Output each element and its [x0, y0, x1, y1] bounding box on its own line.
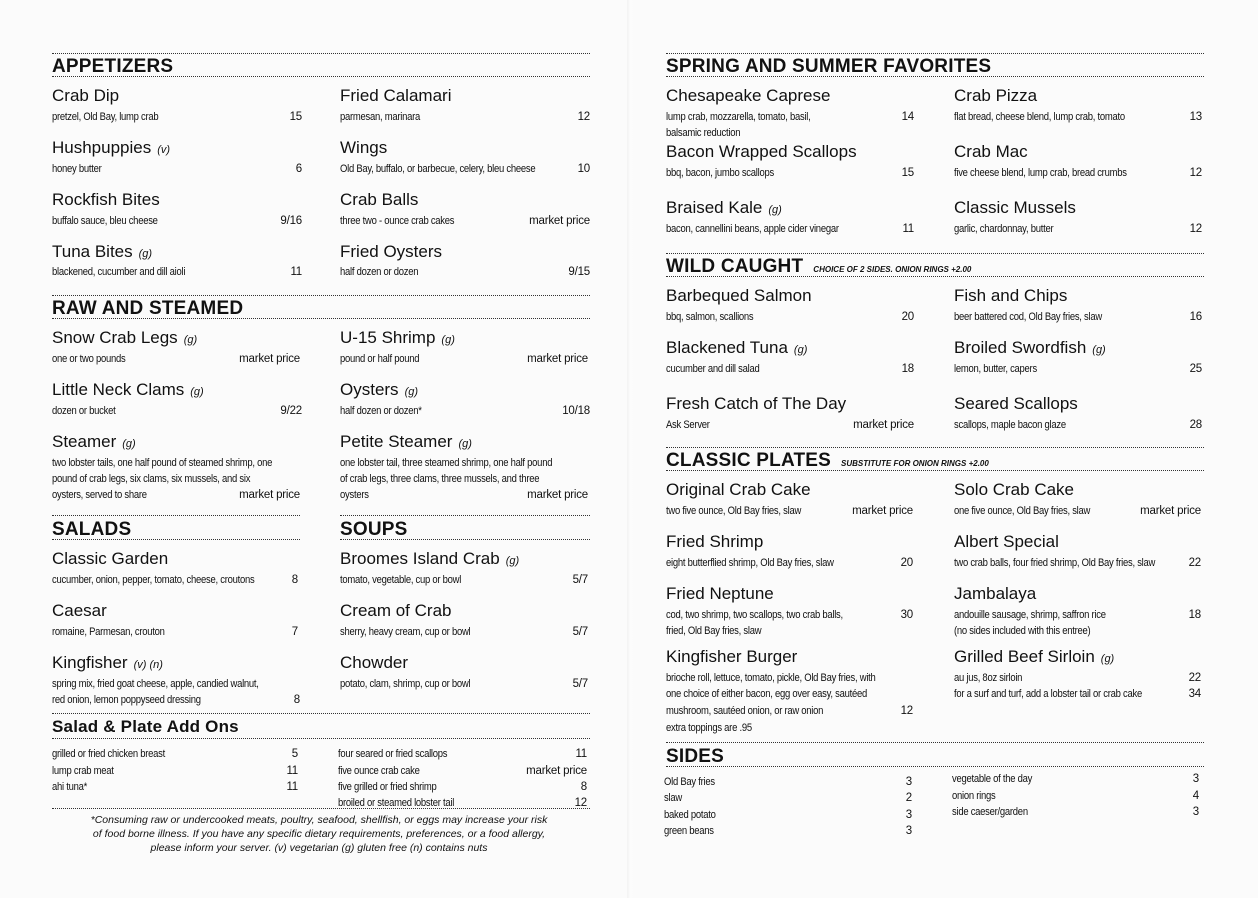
- item-desc-line: two lobster tails, one half pound of steamed shrimp, one: [52, 457, 273, 469]
- item-desc: half dozen or dozen*: [340, 405, 422, 417]
- item-price: 25: [1189, 363, 1202, 375]
- side-price: 3: [1192, 806, 1199, 818]
- item-desc-line: balsamic reduction: [666, 127, 741, 139]
- dietary-tag: (g): [122, 438, 136, 450]
- divider: [52, 295, 590, 296]
- item-desc-line: oysters: [340, 489, 369, 501]
- side-desc: side caeser/garden: [952, 806, 1028, 818]
- item-desc-line: one lobster tail, three steamed shrimp, one half pound: [340, 457, 553, 469]
- item-price: market price: [239, 489, 300, 501]
- item-price: 16: [1189, 311, 1202, 323]
- dietary-tag: (g): [441, 334, 455, 346]
- item-name-blackened-tuna: Blackened Tuna (g): [666, 338, 808, 357]
- divider: [666, 470, 1204, 471]
- item-desc-line: fried, Old Bay fries, slaw: [666, 625, 762, 637]
- item-desc: honey butter: [52, 163, 102, 175]
- section-heading-salads: SALADS: [52, 519, 132, 540]
- addon-desc: broiled or steamed lobster tail: [338, 797, 455, 809]
- item-desc: parmesan, marinara: [340, 111, 421, 123]
- item-price: 10: [577, 163, 590, 175]
- item-name-kingfisher-burger: Kingfisher Burger: [666, 647, 798, 666]
- item-name-bacon-wrapped-scallops: Bacon Wrapped Scallops: [666, 142, 857, 161]
- section-heading-addons: Salad & Plate Add Ons: [52, 717, 239, 736]
- item-name-tuna-bites: Tuna Bites (g): [52, 242, 153, 261]
- item-price: 22: [1188, 557, 1201, 569]
- item-name-petite-steamer: Petite Steamer (g): [340, 432, 472, 451]
- item-price: 11: [902, 223, 914, 235]
- item-price: 18: [901, 363, 914, 375]
- item-desc: bbq, bacon, jumbo scallops: [666, 167, 774, 179]
- item-desc-line: red onion, lemon poppyseed dressing: [52, 694, 201, 706]
- item-desc-line: pound of crab legs, six clams, six mussels, and six: [52, 473, 251, 485]
- item-name-grilled-beef-sirloin: Grilled Beef Sirloin (g): [954, 647, 1115, 666]
- item-price: 20: [900, 557, 913, 569]
- item-name-fried-oysters: Fried Oysters: [340, 242, 443, 261]
- divider: [52, 76, 590, 77]
- disclaimer-line: of food borne illness. If you have any specific dietary requirements, preferences, or a food allergy,: [92, 828, 546, 840]
- item-desc: flat bread, cheese blend, lump crab, tomato: [954, 111, 1125, 123]
- addon-price: 11: [575, 748, 587, 760]
- side-desc: vegetable of the day: [952, 773, 1033, 785]
- item-name-rockfish-bites: Rockfish Bites: [52, 190, 160, 209]
- item-price: 34: [1188, 688, 1201, 700]
- item-name-classic-garden: Classic Garden: [52, 549, 169, 568]
- item-desc-line: au jus, 8oz sirloin: [954, 672, 1023, 684]
- item-name-crab-balls: Crab Balls: [340, 190, 419, 209]
- section-heading-sides: SIDES: [666, 746, 725, 767]
- divider: [666, 276, 1204, 277]
- item-price: market price: [853, 419, 914, 431]
- addon-price: 5: [291, 748, 298, 760]
- addon-desc: grilled or fried chicken breast: [52, 748, 165, 760]
- item-desc-line: mushroom, sautéed onion, or raw onion: [666, 705, 824, 717]
- item-price: 9/15: [568, 266, 590, 278]
- addon-price: 11: [286, 765, 298, 777]
- item-name-barbequed-salmon: Barbequed Salmon: [666, 286, 812, 305]
- item-desc: one or two pounds: [52, 353, 126, 365]
- item-name-fresh-catch: Fresh Catch of The Day: [666, 394, 847, 413]
- item-name-original-crab-cake: Original Crab Cake: [666, 480, 811, 499]
- item-name-steamer: Steamer (g): [52, 432, 136, 451]
- divider: [340, 515, 590, 516]
- item-name-oysters: Oysters (g): [340, 380, 419, 399]
- section-note: CHOICE OF 2 SIDES. ONION RINGS +2.00: [813, 265, 972, 274]
- divider: [52, 808, 590, 809]
- item-name-caesar: Caesar: [52, 601, 107, 620]
- addon-desc: lump crab meat: [52, 765, 114, 777]
- addon-desc: four seared or fried scallops: [338, 748, 448, 760]
- item-name-cream-of-crab: Cream of Crab: [340, 601, 452, 620]
- item-price: 10/18: [562, 405, 590, 417]
- side-price: 3: [905, 809, 912, 821]
- dietary-tag: (g): [505, 555, 520, 567]
- divider: [666, 76, 1204, 77]
- divider: [52, 539, 300, 540]
- divider: [666, 766, 1204, 767]
- item-desc-line: cod, two shrimp, two scallops, two crab balls,: [666, 609, 843, 621]
- item-price: 28: [1189, 419, 1202, 431]
- item-desc-line: one choice of either bacon, egg over easy, sautéed: [666, 688, 867, 700]
- item-desc-line: extra toppings are .95: [666, 722, 752, 734]
- divider: [52, 53, 590, 54]
- item-name-kingfisher-salad: Kingfisher (v) (n): [52, 653, 163, 672]
- side-price: 3: [905, 776, 912, 788]
- section-heading-appetizers: APPETIZERS: [52, 56, 174, 77]
- side-price: 2: [905, 792, 912, 804]
- item-name-crab-pizza: Crab Pizza: [954, 86, 1038, 105]
- dietary-tag: (g): [183, 334, 198, 346]
- item-price: 11: [290, 266, 302, 278]
- item-name-chesapeake-caprese: Chesapeake Caprese: [666, 86, 831, 105]
- item-name-chowder: Chowder: [340, 653, 409, 672]
- dietary-tag: (g): [404, 386, 419, 398]
- item-price: 13: [1189, 111, 1202, 123]
- item-desc: blackened, cucumber and dill aioli: [52, 266, 186, 278]
- item-name-seared-scallops: Seared Scallops: [954, 394, 1078, 413]
- item-price: 20: [901, 311, 914, 323]
- addon-desc: five ounce crab cake: [338, 765, 420, 777]
- divider: [666, 742, 1204, 743]
- divider: [666, 253, 1204, 254]
- dietary-tag: (g): [793, 344, 808, 356]
- addon-price: 8: [580, 781, 587, 793]
- item-name-fried-shrimp: Fried Shrimp: [666, 532, 764, 551]
- item-price: 12: [577, 111, 590, 123]
- item-price: 8: [291, 574, 298, 586]
- item-desc: lemon, butter, capers: [954, 363, 1037, 375]
- section-heading-soups: SOUPS: [340, 519, 408, 540]
- addon-desc: five grilled or fried shrimp: [338, 781, 437, 793]
- divider: [52, 515, 300, 516]
- item-price: market price: [852, 505, 913, 517]
- item-price: 15: [901, 167, 914, 179]
- dietary-tag: (g): [768, 204, 782, 216]
- dietary-tag: (g): [190, 386, 204, 398]
- item-price: market price: [1140, 505, 1201, 517]
- item-desc-line: of crab legs, three clams, three mussels, and three: [340, 473, 540, 485]
- item-price: 14: [901, 111, 914, 123]
- disclaimer-line: please inform your server. (v) vegetarian (g) gluten free (n) contains nuts: [150, 842, 488, 854]
- item-desc: two five ounce, Old Bay fries, slaw: [666, 505, 802, 517]
- item-desc-line: brioche roll, lettuce, tomato, pickle, Old Bay fries, with: [666, 672, 876, 684]
- item-name-braised-kale: Braised Kale (g): [666, 198, 782, 217]
- side-price: 3: [905, 825, 912, 837]
- item-price: market price: [529, 215, 590, 227]
- item-desc-line: (no sides included with this entree): [954, 625, 1091, 637]
- divider: [52, 738, 590, 739]
- dietary-tag: (g): [1092, 344, 1106, 356]
- divider: [52, 318, 590, 319]
- item-price: 12: [1189, 223, 1202, 235]
- item-desc: two crab balls, four fried shrimp, Old Bay fries, slaw: [954, 557, 1156, 569]
- side-price: 4: [1192, 790, 1199, 802]
- item-price: 6: [295, 163, 302, 175]
- section-heading-raw-steamed: RAW AND STEAMED: [52, 298, 244, 319]
- divider: [52, 713, 590, 714]
- dietary-tag: (g): [1100, 653, 1115, 665]
- item-desc-line: for a surf and turf, add a lobster tail or crab cake: [954, 688, 1142, 700]
- item-price: 15: [289, 111, 302, 123]
- item-name-fried-calamari: Fried Calamari: [340, 86, 452, 105]
- item-desc: beer battered cod, Old Bay fries, slaw: [954, 311, 1102, 323]
- item-price: market price: [527, 489, 588, 501]
- item-desc: sherry, heavy cream, cup or bowl: [340, 626, 471, 638]
- addon-price: market price: [526, 765, 587, 777]
- item-name-wings: Wings: [340, 138, 388, 157]
- allergy-disclaimer: [46, 813, 592, 855]
- item-desc: three two - ounce crab cakes: [340, 215, 455, 227]
- item-name-u15-shrimp: U-15 Shrimp (g): [340, 328, 455, 347]
- item-price: 5/7: [572, 574, 588, 586]
- item-name-classic-mussels: Classic Mussels: [954, 198, 1076, 217]
- item-name-albert-special: Albert Special: [954, 532, 1059, 551]
- side-desc: baked potato: [664, 809, 716, 821]
- item-price: 22: [1188, 672, 1201, 684]
- item-desc: buffalo sauce, bleu cheese: [52, 215, 158, 227]
- section-heading-wild-caught: WILD CAUGHT CHOICE OF 2 SIDES. ONION RINGS +2.00: [666, 256, 972, 277]
- item-desc-line: spring mix, fried goat cheese, apple, candied walnut,: [52, 678, 259, 690]
- item-desc: Old Bay, buffalo, or barbecue, celery, bleu cheese: [340, 163, 536, 175]
- item-desc: five cheese blend, lump crab, bread crumbs: [954, 167, 1127, 179]
- item-price: market price: [239, 353, 300, 365]
- item-desc: one five ounce, Old Bay fries, slaw: [954, 505, 1091, 517]
- item-price: 12: [900, 705, 913, 717]
- addon-price: 11: [286, 781, 298, 793]
- item-desc: dozen or bucket: [52, 405, 116, 417]
- item-price: 5/7: [572, 678, 588, 690]
- dietary-tag: (g): [138, 248, 153, 260]
- item-price: 8: [293, 694, 300, 706]
- section-heading-spring-summer: SPRING AND SUMMER FAVORITES: [666, 56, 992, 77]
- page-fold: [627, 0, 633, 898]
- item-name-snow-crab-legs: Snow Crab Legs (g): [52, 328, 198, 347]
- item-desc: tomato, vegetable, cup or bowl: [340, 574, 462, 586]
- item-desc: cucumber and dill salad: [666, 363, 760, 375]
- item-desc: half dozen or dozen: [340, 266, 419, 278]
- item-name-solo-crab-cake: Solo Crab Cake: [954, 480, 1075, 499]
- item-name-broomes-island-crab: Broomes Island Crab (g): [340, 549, 520, 568]
- item-desc: cucumber, onion, pepper, tomato, cheese, croutons: [52, 574, 255, 586]
- item-desc: scallops, maple bacon glaze: [954, 419, 1066, 431]
- addon-desc: ahi tuna*: [52, 781, 88, 793]
- item-price: 5/7: [572, 626, 588, 638]
- item-desc: bacon, cannellini beans, apple cider vinegar: [666, 223, 839, 235]
- item-desc-line: lump crab, mozzarella, tomato, basil,: [666, 111, 811, 123]
- item-price: 9/16: [280, 215, 302, 227]
- divider: [666, 447, 1204, 448]
- item-desc: potato, clam, shrimp, cup or bowl: [340, 678, 471, 690]
- section-heading-classic-plates: CLASSIC PLATES SUBSTITUTE FOR ONION RINGS +2.00: [666, 450, 989, 471]
- item-name-crab-mac: Crab Mac: [954, 142, 1028, 161]
- divider: [340, 539, 590, 540]
- divider: [666, 53, 1204, 54]
- dietary-tag: (v) (n): [133, 659, 163, 671]
- item-price: 12: [1189, 167, 1202, 179]
- item-desc-line: oysters, served to share: [52, 489, 147, 501]
- item-desc: pound or half pound: [340, 353, 420, 365]
- item-name-fish-and-chips: Fish and Chips: [954, 286, 1068, 305]
- item-desc: romaine, Parmesan, crouton: [52, 626, 165, 638]
- item-desc: eight butterflied shrimp, Old Bay fries, slaw: [666, 557, 834, 569]
- side-desc: onion rings: [952, 790, 996, 802]
- item-name-crab-dip: Crab Dip: [52, 86, 120, 105]
- dietary-tag: (g): [458, 438, 472, 450]
- item-price: 30: [900, 609, 913, 621]
- addon-price: 12: [574, 797, 587, 809]
- disclaimer-line: *Consuming raw or undercooked meats, poultry, seafood, shellfish, or eggs may increase your risk: [90, 814, 548, 826]
- side-price: 3: [1192, 773, 1199, 785]
- item-name-fried-neptune: Fried Neptune: [666, 584, 774, 603]
- item-name-hushpuppies: Hushpuppies (v): [52, 138, 171, 157]
- item-desc: garlic, chardonnay, butter: [954, 223, 1054, 235]
- item-desc: Ask Server: [666, 419, 710, 431]
- side-desc: slaw: [664, 792, 682, 804]
- item-desc: bbq, salmon, scallions: [666, 311, 754, 323]
- item-desc: pretzel, Old Bay, lump crab: [52, 111, 159, 123]
- item-price: 18: [1188, 609, 1201, 621]
- item-price: market price: [527, 353, 588, 365]
- section-note: SUBSTITUTE FOR ONION RINGS +2.00: [841, 459, 989, 468]
- item-name-broiled-swordfish: Broiled Swordfish (g): [954, 338, 1106, 357]
- item-name-little-neck-clams: Little Neck Clams (g): [52, 380, 204, 399]
- dietary-tag: (v): [157, 144, 171, 156]
- item-price: 7: [291, 626, 298, 638]
- item-desc-line: andouille sausage, shrimp, saffron rice: [954, 609, 1106, 621]
- side-desc: green beans: [664, 825, 714, 837]
- item-name-jambalaya: Jambalaya: [954, 584, 1037, 603]
- side-desc: Old Bay fries: [664, 776, 715, 788]
- item-price: 9/22: [280, 405, 302, 417]
